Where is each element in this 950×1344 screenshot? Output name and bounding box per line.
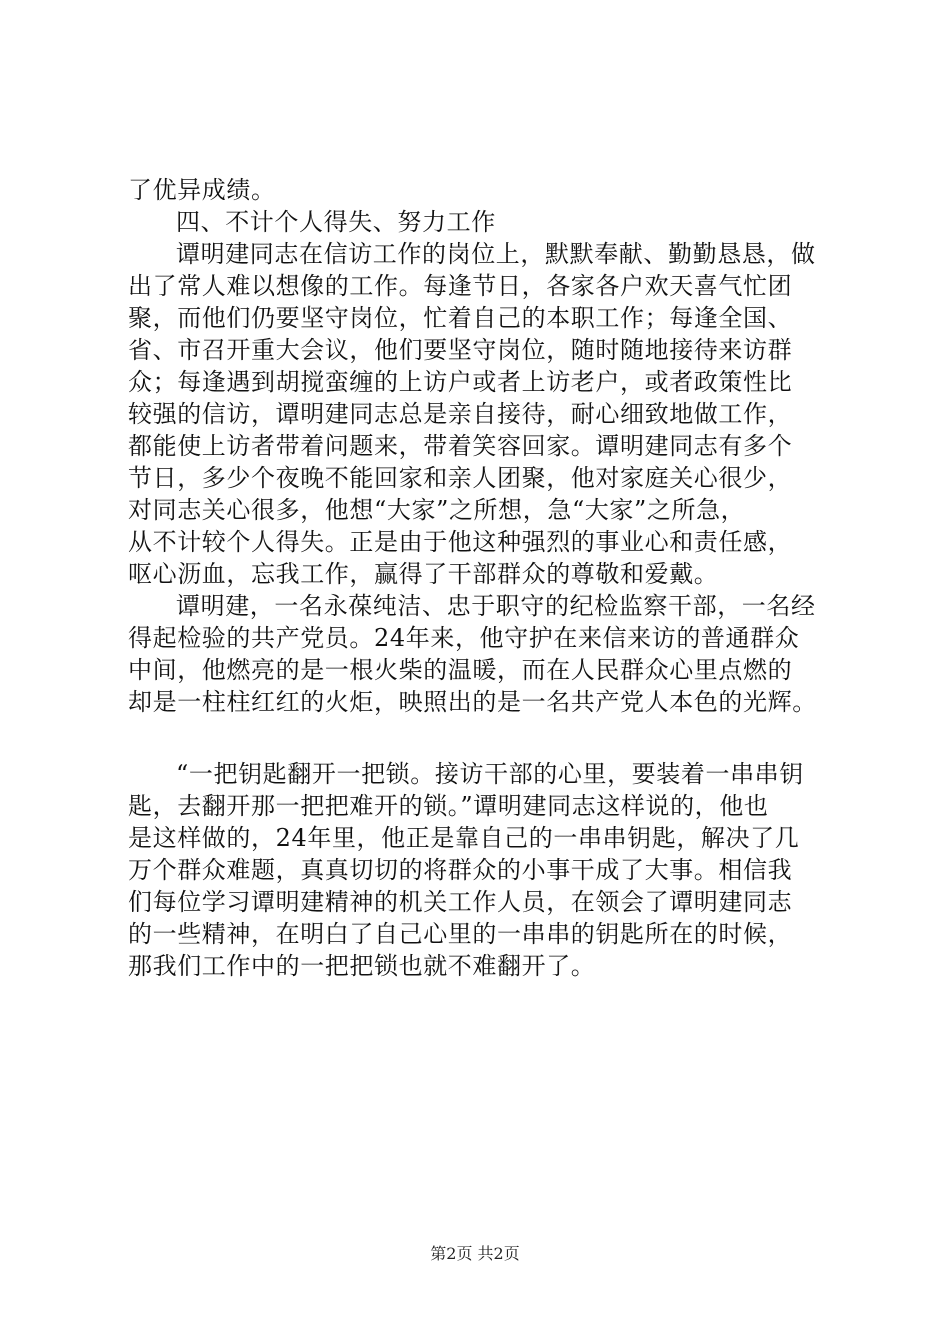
paragraph-line: 对同志关心很多，他想“大家”之所想，急“大家”之所急， xyxy=(128,496,746,524)
paragraph-line: 是这样做的，24年里，他正是靠自己的一串串钥匙，解决了几 xyxy=(128,824,800,852)
paragraph-line: 节日，多少个夜晚不能回家和亲人团聚，他对家庭关心很少， xyxy=(128,464,793,492)
paragraph-gap xyxy=(128,718,858,758)
section-heading: 四、不计个人得失、努力工作 xyxy=(176,208,496,236)
paragraph-line: 谭明建，一名永葆纯洁、忠于职守的纪检监察干部，一名经 xyxy=(176,592,816,620)
paragraph-line: 呕心沥血，忘我工作，赢得了干部群众的尊敬和爱戴。 xyxy=(128,560,719,588)
paragraph-line: 谭明建同志在信访工作的岗位上，默默奉献、勤勤恳恳，做 xyxy=(176,240,816,268)
paragraph-line: 匙，去翻开那一把把难开的锁。”谭明建同志这样说的，他也 xyxy=(128,792,769,820)
paragraph-line: 众；每逢遇到胡搅蛮缠的上访户或者上访老户，或者政策性比 xyxy=(128,368,793,396)
paragraph-line: 省、市召开重大会议，他们要坚守岗位，随时随地接待来访群 xyxy=(128,336,793,364)
paragraph-line: 都能使上访者带着问题来，带着笑容回家。谭明建同志有多个 xyxy=(128,432,793,460)
paragraph-line: 那我们工作中的一把把锁也就不难翻开了。 xyxy=(128,952,596,980)
paragraph-line: “一把钥匙翻开一把锁。接访干部的心里，要装着一串串钥 xyxy=(176,760,804,788)
paragraph-line: 万个群众难题，真真切切的将群众的小事干成了大事。相信我 xyxy=(128,856,793,884)
paragraph-line: 从不计较个人得失。正是由于他这种强烈的事业心和责任感， xyxy=(128,528,793,556)
paragraph-line: 出了常人难以想像的工作。每逢节日，各家各户欢天喜气忙团 xyxy=(128,272,793,300)
paragraph-line: 却是一柱柱红红的火炬，映照出的是一名共产党人本色的光辉。 xyxy=(128,688,817,716)
paragraph-line: 们每位学习谭明建精神的机关工作人员，在领会了谭明建同志 xyxy=(128,888,793,916)
paragraph-line: 得起检验的共产党员。24年来，他守护在来信来访的普通群众 xyxy=(128,624,800,652)
paragraph-line: 的一些精神，在明白了自己心里的一串串的钥匙所在的时候， xyxy=(128,920,793,948)
paragraph-line: 聚，而他们仍要坚守岗位，忙着自己的本职工作；每逢全国、 xyxy=(128,304,793,332)
paragraph-line: 中间，他燃亮的是一根火柴的温暖，而在人民群众心里点燃的 xyxy=(128,656,793,684)
text-line: 了优异成绩。 xyxy=(128,176,276,204)
page-footer: 第2页 共2页 xyxy=(430,1244,520,1263)
paragraph-line: 较强的信访，谭明建同志总是亲自接待，耐心细致地做工作， xyxy=(128,400,793,428)
document-body xyxy=(128,174,858,982)
